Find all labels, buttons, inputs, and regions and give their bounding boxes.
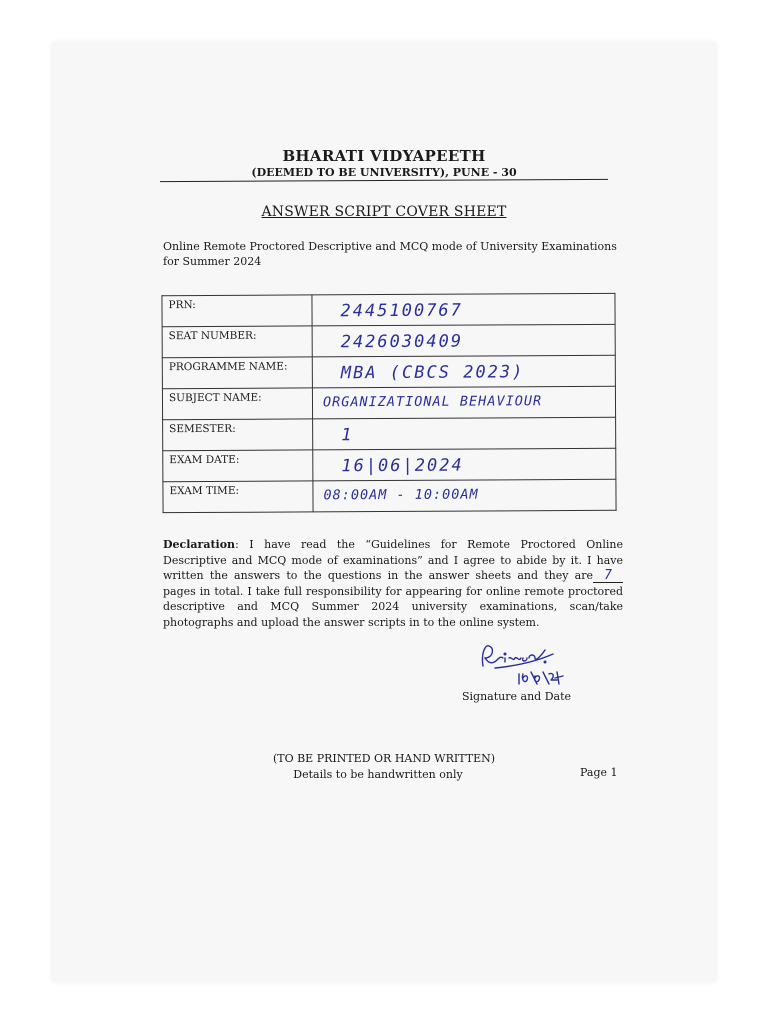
table-row [162, 386, 615, 419]
handwritten-instruction: Details to be handwritten only [293, 768, 463, 781]
page-number: Page 1 [580, 766, 618, 779]
prn-value: 2445100767 [312, 293, 615, 326]
handwritten-signature [475, 636, 595, 690]
table-row [163, 417, 616, 450]
exam-intro-text: Online Remote Proctored Descriptive and MCQ mode of University Examinations for Summer 2024 [163, 240, 617, 268]
exam-date-value: 16|06|2024 [313, 448, 616, 481]
programme-name-label: PROGRAMME NAME: [162, 357, 312, 389]
details-table [161, 293, 616, 513]
seat-number-value: 2426030409 [312, 324, 615, 357]
signature [475, 636, 595, 690]
university-subtitle: (DEEMED TO BE UNIVERSITY), PUNE - 30 [251, 166, 517, 179]
exam-time-label: EXAM TIME: [163, 481, 313, 513]
seat-number-label: SEAT NUMBER: [162, 326, 312, 358]
pages-count-value: 7 [593, 570, 623, 583]
subject-name-label: SUBJECT NAME: [162, 388, 312, 420]
table-row [162, 324, 615, 357]
semester-value: 1 [313, 417, 616, 450]
declaration-part2: pages in total. I take full responsibility for appearing for online remote proctored descriptive and MCQ Summer 2024 university examinations, scan/take photographs and upload the answer scripts in to the online system. [163, 584, 623, 629]
exam-date-label: EXAM DATE: [163, 450, 313, 482]
programme-name-value: MBA (CBCS 2023) [312, 355, 615, 388]
semester-label: SEMESTER: [163, 419, 313, 451]
declaration-heading: Declaration [163, 538, 236, 551]
table-row [163, 479, 616, 512]
prn-label: PRN: [162, 295, 312, 327]
cover-sheet-title: ANSWER SCRIPT COVER SHEET [261, 204, 507, 220]
university-name: BHARATI VIDYAPEETH [282, 147, 486, 165]
subject-name-value: ORGANIZATIONAL BEHAVIOUR [312, 386, 615, 419]
table-row [162, 355, 615, 388]
declaration-part1: : I have read the “Guidelines for Remote Proctored Online Descriptive and MCQ mode of examinations” and I agree to abide by it. I have written the answers to the questions in the answer sheets and they are [163, 538, 623, 582]
table-row [163, 448, 616, 481]
signature-label: Signature and Date [462, 690, 571, 703]
exam-time-value: 08:00AM - 10:00AM [313, 479, 616, 512]
declaration-text [163, 537, 623, 630]
print-instruction: (TO BE PRINTED OR HAND WRITTEN) [272, 752, 496, 765]
table-row [162, 293, 615, 326]
